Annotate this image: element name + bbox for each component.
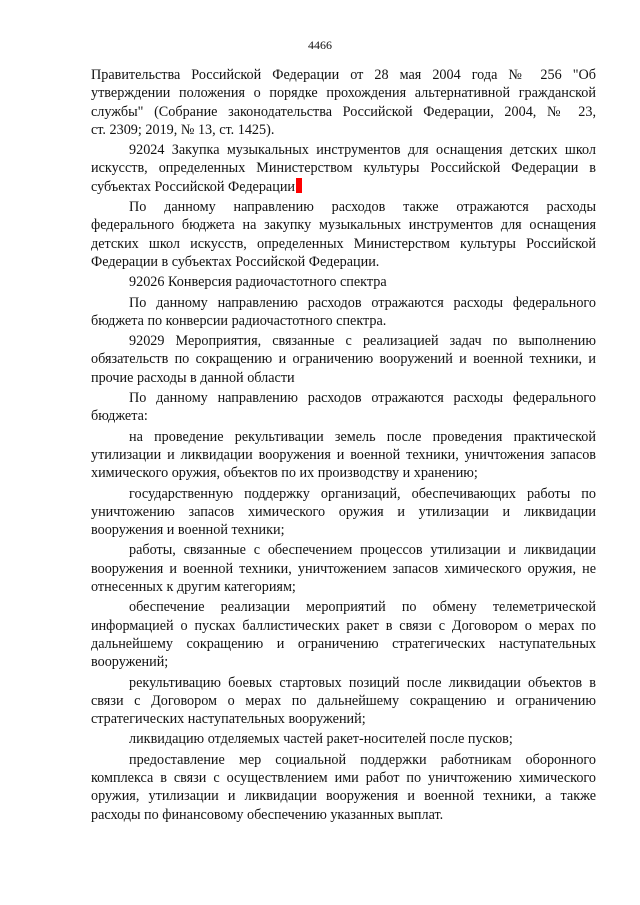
list-item-state-support: государственную поддержку организаций, обеспечивающих работы по уничтожению запасов химического оружия и утилизации и ликвидации вооружения и военной техники; xyxy=(91,485,596,539)
list-item-launch-positions: рекультивацию боевых стартовых позиций после ликвидации объектов в связи с Договором о мерах по дальнейшему сокращению и ограничению стратегических наступательных вооружений; xyxy=(91,674,596,728)
list-item-social-support: предоставление мер социальной поддержки работникам оборонного комплекса в связи с осуществлением ими работ по уничтожению химического оружия, утилизации и ликвидации вооружения и военной техники, а также расходы по финансовому обеспечению указанных выплат. xyxy=(91,751,596,823)
list-item-telemetry-exchange: обеспечение реализации мероприятий по обмену телеметрической информацией о пусках баллистических ракет в связи с Договором о мерах по дальнейшему сокращению и ограничению стратегических наступательных вооружений; xyxy=(91,599,596,671)
page-number: 4466 xyxy=(308,38,332,52)
paragraph-heading-92029: 92029 Мероприятия, связанные с реализацией задач по выполнению обязательств по сокращению и ограничению вооружений и военной техники, и прочие расходы в данной области xyxy=(91,333,596,386)
list-item-stage-liquidation: ликвидацию отделяемых частей ракет-носителей после пусков; xyxy=(129,731,513,748)
list-item-utilization-works: работы, связанные с обеспечением процессов утилизации и ликвидации вооружения и военной техники, уничтожением запасов химического оружия, не отнесенных к другим категориям; xyxy=(91,542,596,596)
paragraph-92024-description: По данному направлению расходов также отражаются расходы федерального бюджета на закупку музыкальных инструментов для оснащения детских школ искусств, определенных Министерством культуры Российской Федерации в субъектах Российской Федерации. xyxy=(91,199,596,270)
paragraph-92029-intro: По данному направлению расходов отражаются расходы федерального бюджета: xyxy=(91,390,596,425)
list-item-recultivation-lands: на проведение рекультивации земель после проведения практической утилизации и ликвидации вооружения и военной техники, уничтожения запасов химического оружия, объектов по их производству и хранению; xyxy=(91,428,596,482)
paragraph-heading-92024 xyxy=(91,141,596,196)
paragraph-continuation-end: ст. 2309; 2019, № 13, ст. 1425). xyxy=(91,121,275,138)
paragraph-92026-description: По данному направлению расходов отражаются расходы федерального бюджета по конверсии радиочастотного спектра. xyxy=(91,294,596,329)
paragraph-heading-92026: 92026 Конверсия радиочастотного спектра xyxy=(129,274,387,291)
paragraph-continuation: Правительства Российской Федерации от 28 мая 2004 года № 256 "Об утверждении положения о порядке прохождения альтернативной гражданской службы" (Собрание законодательства Российской Федерации, 2004, № 23, xyxy=(91,67,596,120)
red-highlight-marker xyxy=(296,178,302,193)
document-body xyxy=(91,66,596,824)
heading-92024-text: 92024 Закупка музыкальных инструментов для оснащения детских школ искусств, определенных Министерством культуры Российской Федерации в субъектах Российской Федерации xyxy=(91,142,596,195)
